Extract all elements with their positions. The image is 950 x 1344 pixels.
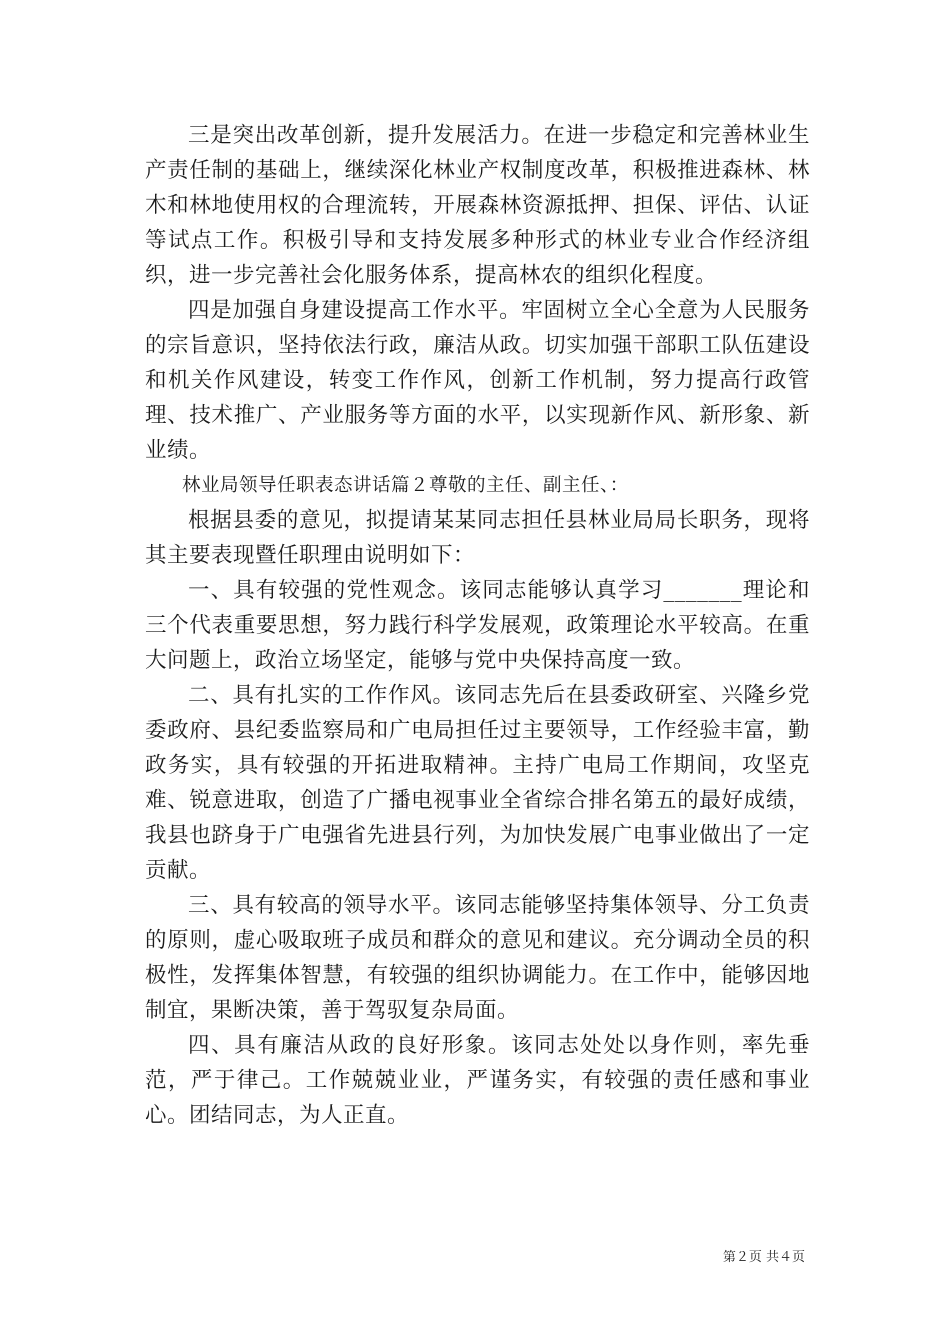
paragraph-integrity: 四、具有廉洁从政的良好形象。该同志处处以身作则，率先垂范，严于律己。工作兢兢业业，严谨务实，有较强的责任感和事业心。团结同志，为人正直。 [145,1033,810,1128]
paragraph-self-building: 四是加强自身建设提高工作水平。牢固树立全心全意为人民服务的宗旨意识，坚持依法行政，廉洁从政。切实加强干部职工队伍建设和机关作风建设，转变工作作风，创新工作机制，努力提高行政管理、技术推广、产业服务等方面的水平，以实现新作风、新形象、新业绩。 [145,298,810,463]
paragraph-nomination: 根据县委的意见，拟提请某某同志担任县林业局局长职务，现将其主要表现暨任职理由说明如下： [145,508,810,568]
paragraph-party-spirit: 一、具有较强的党性观念。该同志能够认真学习_______理论和三个代表重要思想，努力践行科学发展观，政策理论水平较高。在重大问题上，政治立场坚定，能够与党中央保持高度一致。 [145,578,810,673]
paragraph-leadership: 三、具有较高的领导水平。该同志能够坚持集体领导、分工负责的原则，虚心吸取班子成员和群众的意见和建议。充分调动全员的积极性，发挥集体智慧，有较强的组织协调能力。在工作中，能够因地制宜，果断决策，善于驾驭复杂局面。 [145,893,810,1023]
paragraph-reform: 三是突出改革创新，提升发展活力。在进一步稳定和完善林业生产责任制的基础上，继续深化林业产权制度改革，积极推进森林、林木和林地使用权的合理流转，开展森林资源抵押、担保、评估、认证等试点工作。积极引导和支持发展多种形式的林业专业合作经济组织，进一步完善社会化服务体系，提高林农的组织化程度。 [145,123,810,288]
page-number: 第２页 共４页 [722,1250,805,1265]
paragraph-speech-title: 林业局领导任职表态讲话篇２尊敬的主任、副主任、： [182,475,629,496]
document-body [145,118,810,1133]
paragraph-work-style: 二、具有扎实的工作作风。该同志先后在县委政研室、兴隆乡党委政府、县纪委监察局和广电局担任过主要领导，工作经验丰富，勤政务实，具有较强的开拓进取精神。主持广电局工作期间，攻坚克难、锐意进取，创造了广播电视事业全省综合排名第五的最好成绩，我县也跻身于广电强省先进县行列，为加快发展广电事业做出了一定贡献。 [145,683,810,883]
